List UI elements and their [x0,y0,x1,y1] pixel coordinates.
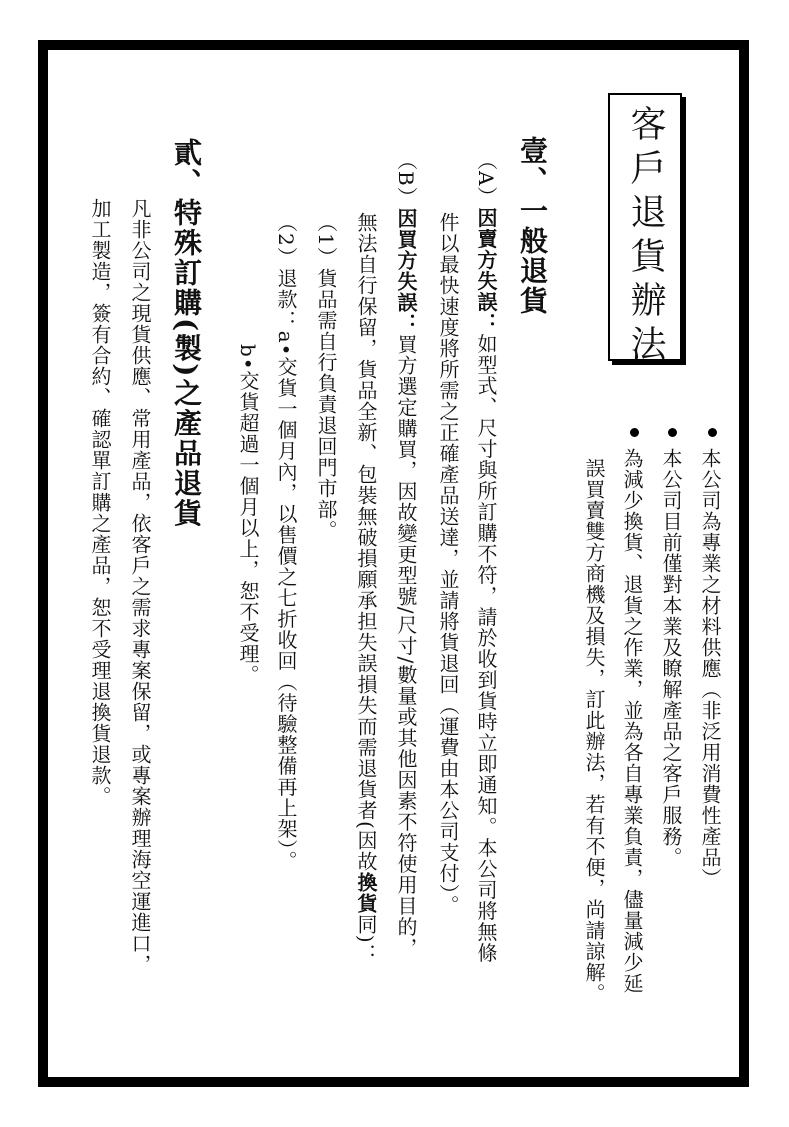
section1-item-2: （2）退款：a•交貨一個月內，以售價之七折收回（待驗整備再上架）。 [274,212,298,872]
bullet-dot [630,428,639,437]
section1-b-label: （B） [394,150,418,208]
section1-a [476,150,496,963]
bullet-3-continued: 誤買賣雙方商機及損失，訂此辦法，若有不便，尚請諒解。 [582,458,606,1004]
section1-b-continued [356,212,376,965]
section1-b-text2-bold: 換貨 [354,871,378,914]
section1-a-text: 如型式、尺寸與所訂購不符，請於收到貨時立即通知。本公司將無條 [474,333,498,964]
section1-a-continued: 件以最快速度將所需之正確產品送達，並請將貨退回（運費由本公司支付）。 [436,212,460,916]
section1-a-bold: 因賣方失誤： [474,207,498,334]
section1-item-1: （1）貨品需自行負責退回門市部。 [314,212,338,541]
title-box [608,93,682,369]
bullet-2: 本公司目前僅對本業及瞭解產品之客戶服務。 [659,448,683,868]
section1-b [396,150,416,958]
section1-b-bold: 因買方失誤： [394,207,418,334]
section1-b-text2-end: 同)： [354,913,378,965]
section2-heading: 貳、特殊訂購(製)之產品退貨 [170,138,203,529]
section2-text-1: 凡非公司之現貨供應、常用產品，依客戶之需求專案保留，或專案辦理海空運進口， [128,198,152,975]
section1-heading: 壹、一般退貨 [516,136,549,316]
section1-b-text: 買方選定購買，因故變更型號/尺寸/數量或其他因素不符使用目的， [394,333,418,959]
section1-item-3: b•交貨超過一個月以上，恕不受理。 [236,344,260,686]
bullet-dot [708,428,717,437]
section2-text-2: 加工製造，簽有合約、確認單訂購之產品，恕不受理退換貨退款。 [88,198,112,807]
section1-b-text2: 無法自行保留，貨品全新、包裝無破損願承担失誤損失而需退貨者(因故 [354,212,378,872]
bullet-3: 為減少換貨、退貨之作業，並為各自專業負責，儘量減少延 [620,448,644,994]
bullet-dot [668,428,677,437]
page-title: 客戶退貨辦法 [625,105,666,369]
bullet-1: 本公司為專業之材料供應（非泛用消費性產品） [698,448,722,889]
section1-a-label: （A） [474,150,498,208]
